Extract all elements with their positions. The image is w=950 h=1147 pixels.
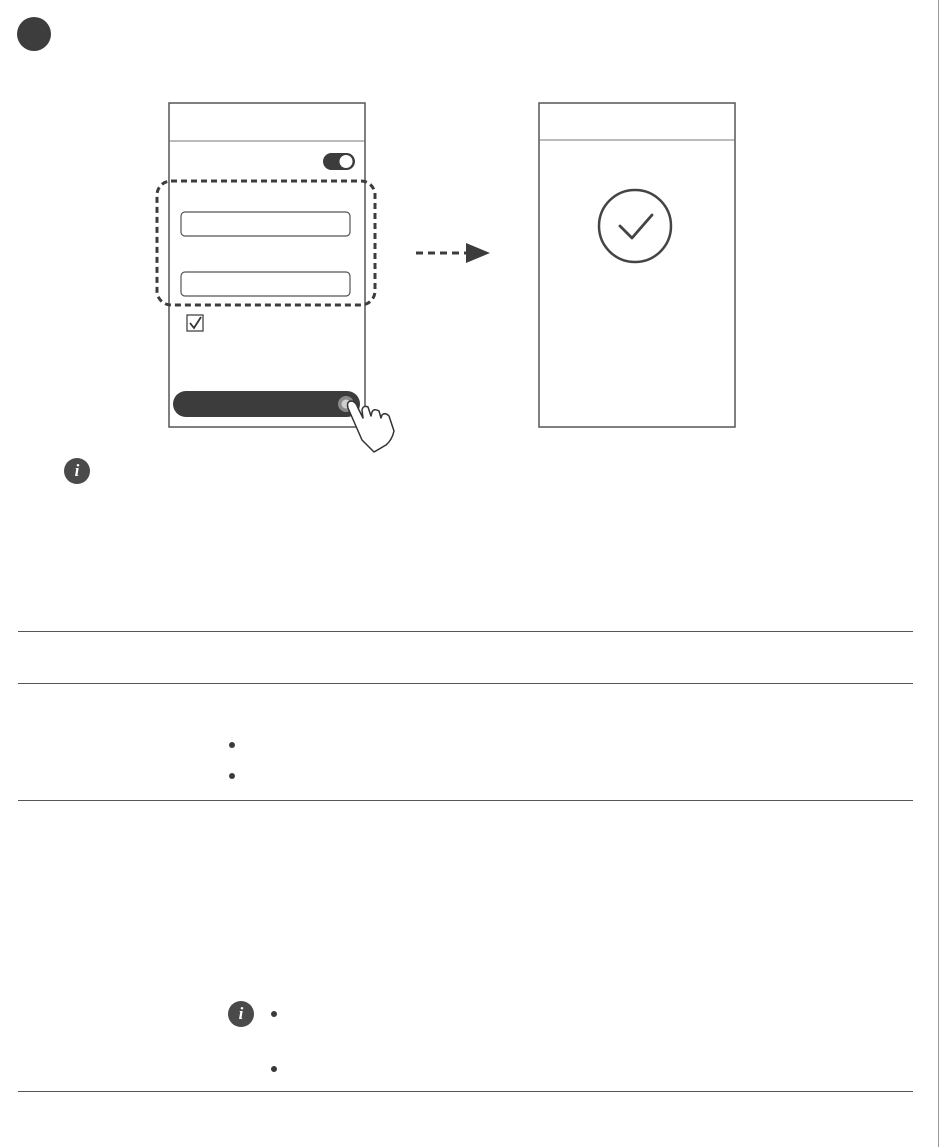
table-row-rule (18, 800, 913, 801)
info-icon: i (228, 1001, 254, 1027)
wifi-password-field[interactable] (181, 272, 350, 296)
checkbox[interactable] (187, 315, 203, 331)
bullet-point (229, 742, 235, 748)
table-bottom-rule (18, 1091, 913, 1092)
bullet-point (229, 773, 235, 779)
phone-settings-screen (157, 103, 375, 427)
table-top-rule (18, 631, 913, 632)
setup-illustration (0, 0, 950, 470)
bullet-point (271, 1011, 277, 1017)
bullet-point (271, 1066, 277, 1072)
dashed-arrow-icon (416, 243, 490, 263)
info-icon: i (64, 458, 90, 484)
next-button[interactable] (173, 391, 360, 417)
wifi-name-field[interactable] (181, 212, 350, 236)
table-header-rule (18, 683, 913, 684)
toggle-switch[interactable] (323, 153, 355, 170)
phone-success-screen (539, 103, 735, 427)
